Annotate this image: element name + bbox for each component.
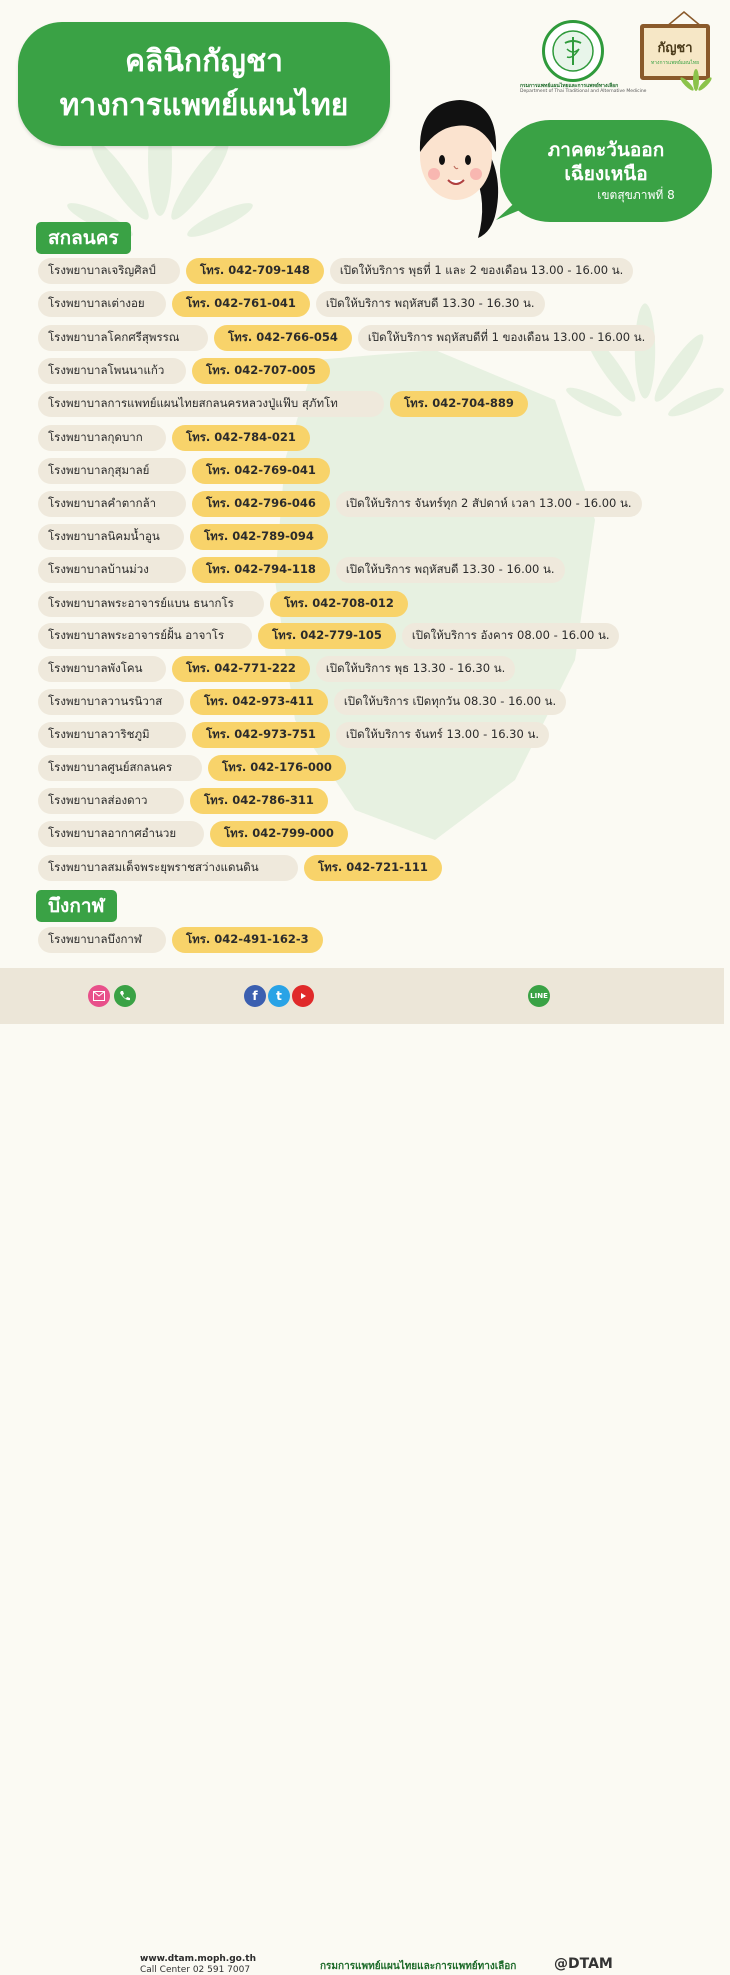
department-name-footer: กรมการแพทย์แผนไทยและการแพทย์ทางเลือก	[320, 1961, 517, 1972]
hospital-row	[38, 821, 354, 847]
signboard-title: กัญชา	[657, 41, 693, 56]
phone-number[interactable]: โทร. 042-789-094	[190, 524, 328, 550]
hospital-name: โรงพยาบาลกุดบาก	[38, 425, 166, 451]
hospital-row	[38, 291, 551, 317]
phone-number[interactable]: โทร. 042-721-111	[304, 855, 442, 881]
hospital-name: โรงพยาบาลอากาศอำนวย	[38, 821, 204, 847]
hospital-name: โรงพยาบาลโพนนาแก้ว	[38, 358, 186, 384]
phone-icon[interactable]	[114, 985, 136, 1007]
hospital-name: โรงพยาบาลส่องดาว	[38, 788, 184, 814]
hospital-name: โรงพยาบาลพระอาจารย์ฝั้น อาจาโร	[38, 623, 252, 649]
hospital-name: โรงพยาบาลพระอาจารย์แบน ธนากโร	[38, 591, 264, 617]
phone-number[interactable]: โทร. 042-794-118	[192, 557, 330, 583]
hospital-row	[38, 591, 414, 617]
facebook-icon[interactable]: f	[244, 985, 266, 1007]
title-line-1: คลินิกกัญชา	[124, 44, 284, 79]
phone-number[interactable]: โทร. 042-771-222	[172, 656, 310, 682]
mail-icon[interactable]	[88, 985, 110, 1007]
phone-number[interactable]: โทร. 042-973-751	[192, 722, 330, 748]
phone-number[interactable]: โทร. 042-704-889	[390, 391, 528, 417]
hospital-name: โรงพยาบาลโคกศรีสุพรรณ	[38, 325, 208, 351]
hospital-row	[38, 358, 336, 384]
service-hours: เปิดให้บริการ พุธ 13.30 - 16.30 น.	[316, 656, 515, 682]
hospital-name: โรงพยาบาลนิคมน้ำอูน	[38, 524, 184, 550]
health-zone-label: เขตสุขภาพที่ 8	[597, 188, 675, 202]
hospital-name: โรงพยาบาลคำตากล้า	[38, 491, 186, 517]
phone-number[interactable]: โทร. 042-799-000	[210, 821, 348, 847]
phone-number[interactable]: โทร. 042-176-000	[208, 755, 346, 781]
hospital-row	[38, 524, 334, 550]
youtube-icon[interactable]	[292, 985, 314, 1007]
phone-number[interactable]: โทร. 042-779-105	[258, 623, 396, 649]
hospital-name: โรงพยาบาลบึงกาฬ	[38, 927, 166, 953]
hospital-row	[38, 689, 572, 715]
hospital-name: โรงพยาบาลเจริญศิลป์	[38, 258, 180, 284]
hospital-row	[38, 656, 521, 682]
signboard-subtitle: ทางการแพทย์แผนไทย	[650, 60, 700, 66]
service-hours: เปิดให้บริการ พฤหัสบดี 13.30 - 16.30 น.	[316, 291, 545, 317]
hospital-row	[38, 855, 448, 881]
call-center: Call Center 02 591 7007	[140, 1965, 251, 1975]
phone-number[interactable]: โทร. 042-786-311	[190, 788, 328, 814]
hospital-row	[38, 458, 336, 484]
line-icon[interactable]: LINE	[528, 985, 550, 1007]
phone-number[interactable]: โทร. 042-491-162-3	[172, 927, 323, 953]
phone-number[interactable]: โทร. 042-973-411	[190, 689, 328, 715]
footer-bar	[0, 968, 724, 1975]
phone-number[interactable]: โทร. 042-766-054	[214, 325, 352, 351]
hospital-row	[38, 491, 648, 517]
hospital-row	[38, 325, 661, 351]
section-tag-bueng-kan: บึงกาฬ	[36, 890, 117, 922]
hospital-name: โรงพยาบาลพังโคน	[38, 656, 166, 682]
phone-number[interactable]: โทร. 042-769-041	[192, 458, 330, 484]
twitter-icon[interactable]: t	[268, 985, 290, 1007]
hospital-row	[38, 623, 625, 649]
phone-number[interactable]: โทร. 042-709-148	[186, 258, 324, 284]
service-hours: เปิดให้บริการ จันทร์ทุก 2 สัปดาห์ เวลา 13.00 - 16.00 น.	[336, 491, 642, 517]
hospital-row	[38, 391, 534, 417]
hospital-row	[38, 755, 352, 781]
cannabis-leaf-icon	[676, 68, 716, 102]
caduceus-icon	[551, 29, 595, 73]
region-line-1: ภาคตะวันออก	[547, 139, 665, 161]
website-url[interactable]: www.dtam.moph.go.th	[140, 1954, 256, 1964]
region-line-2: เฉียงเหนือ	[564, 163, 648, 185]
phone-number[interactable]: โทร. 042-761-041	[172, 291, 310, 317]
page-title	[18, 22, 390, 146]
phone-number[interactable]: โทร. 042-796-046	[192, 491, 330, 517]
hospital-name: โรงพยาบาลเต่างอย	[38, 291, 166, 317]
department-name-en: Department of Thai Traditional and Alternative Medicine	[520, 89, 647, 94]
service-hours: เปิดให้บริการ พฤหัสบดี 13.30 - 16.00 น.	[336, 557, 565, 583]
hospital-row	[38, 722, 555, 748]
department-name-th: กรมการแพทย์แผนไทยและการแพทย์ทางเลือก	[520, 83, 619, 89]
service-hours: เปิดให้บริการ พุธที่ 1 และ 2 ของเดือน 13.00 - 16.00 น.	[330, 258, 633, 284]
region-bubble	[500, 120, 712, 222]
hospital-row	[38, 425, 316, 451]
hospital-name: โรงพยาบาลวาริชภูมิ	[38, 722, 186, 748]
hospital-name: โรงพยาบาลบ้านม่วง	[38, 557, 186, 583]
service-hours: เปิดให้บริการ จันทร์ 13.00 - 16.30 น.	[336, 722, 549, 748]
hospital-row	[38, 258, 639, 284]
service-hours: เปิดให้บริการ อังคาร 08.00 - 16.00 น.	[402, 623, 620, 649]
hospital-name: โรงพยาบาลการแพทย์แผนไทยสกลนครหลวงปู่แฟ๊บ สุภัทโท	[38, 391, 384, 417]
ministry-seal-logo	[542, 20, 604, 82]
phone-number[interactable]: โทร. 042-784-021	[172, 425, 310, 451]
hospital-row	[38, 927, 329, 953]
phone-number[interactable]: โทร. 042-708-012	[270, 591, 408, 617]
hospital-name: โรงพยาบาลวานรนิวาส	[38, 689, 184, 715]
section-tag-sakon-nakhon: สกลนคร	[36, 222, 131, 254]
service-hours: เปิดให้บริการ เปิดทุกวัน 08.30 - 16.00 น.	[334, 689, 566, 715]
title-line-2: ทางการแพทย์แผนไทย	[59, 88, 349, 123]
service-hours: เปิดให้บริการ พฤหัสบดีที่ 1 ของเดือน 13.00 - 16.00 น.	[358, 325, 655, 351]
line-id[interactable]: @DTAM	[554, 1956, 613, 1972]
hospital-row	[38, 788, 334, 814]
hospital-row	[38, 557, 571, 583]
hospital-name: โรงพยาบาลศูนย์สกลนคร	[38, 755, 202, 781]
hospital-name: โรงพยาบาลกุสุมาลย์	[38, 458, 186, 484]
phone-number[interactable]: โทร. 042-707-005	[192, 358, 330, 384]
hospital-name: โรงพยาบาลสมเด็จพระยุพราชสว่างแดนดิน	[38, 855, 298, 881]
